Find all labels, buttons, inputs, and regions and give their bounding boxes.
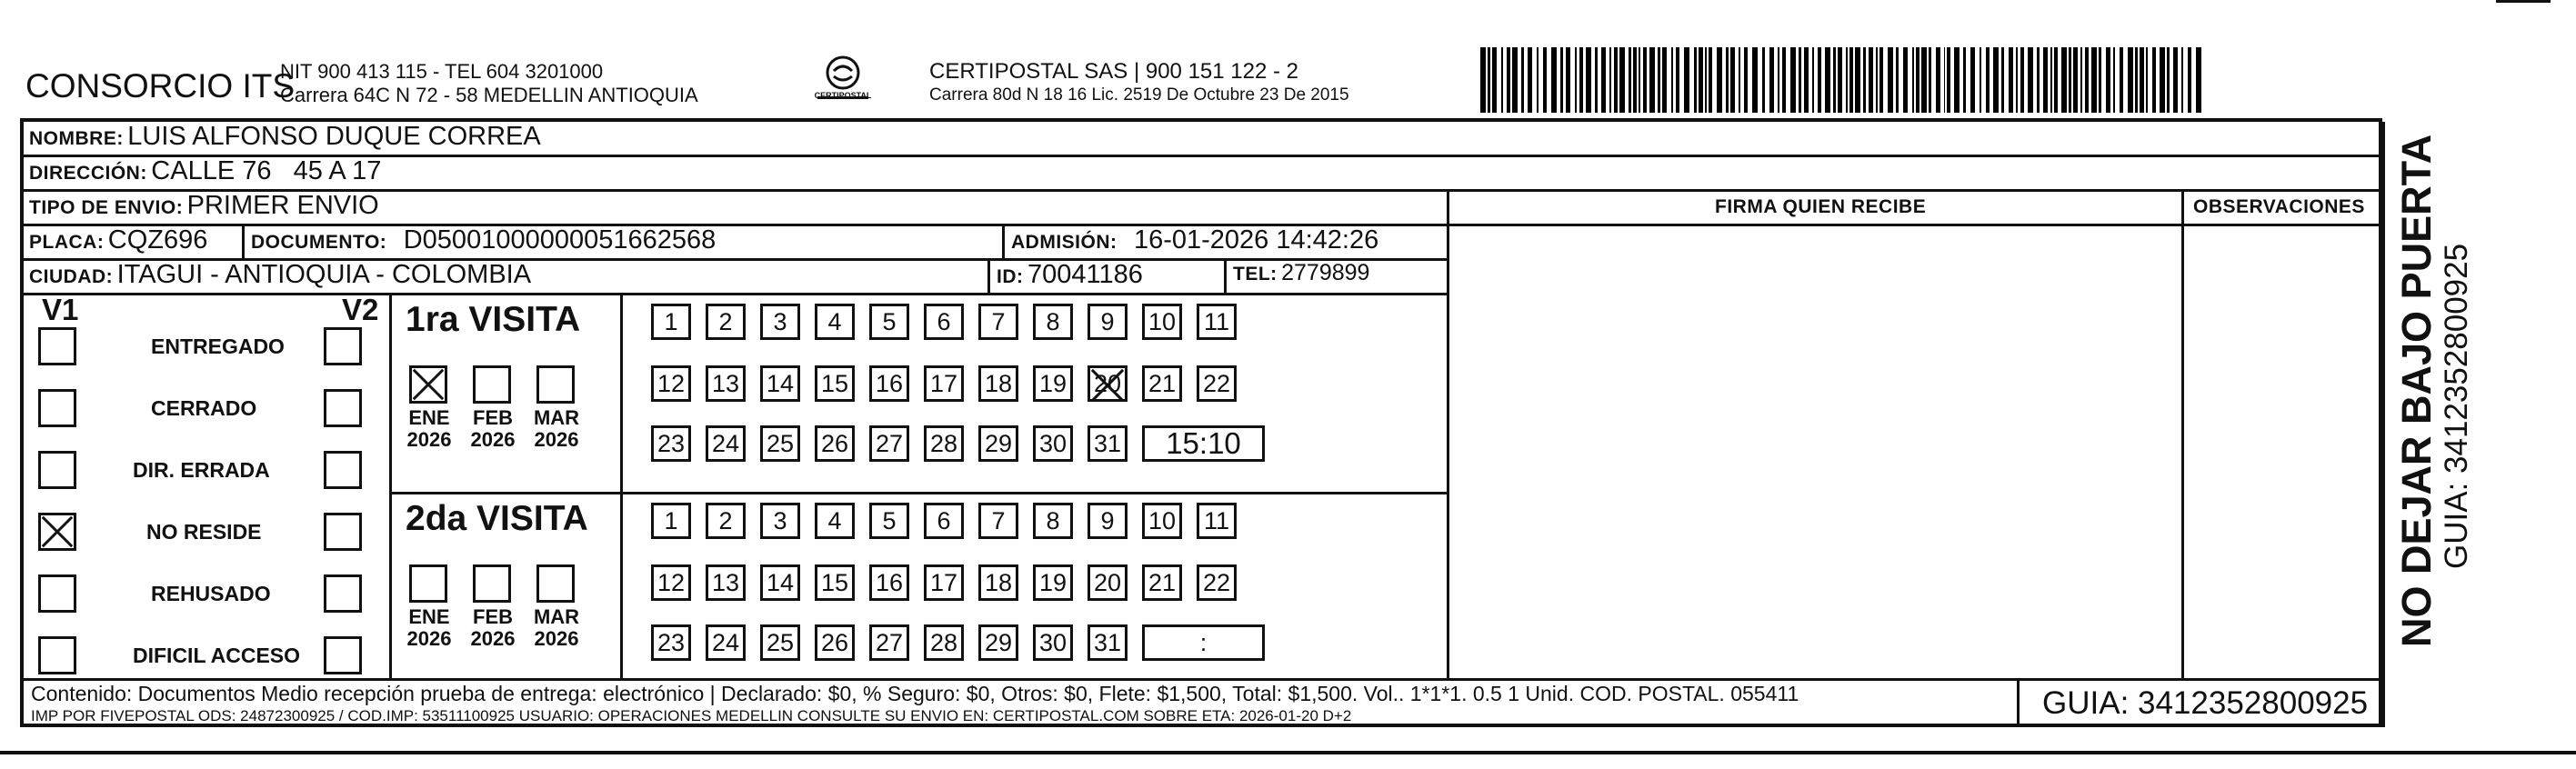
nombre-field	[29, 122, 541, 152]
month-label	[464, 407, 522, 451]
month-name: FEB	[473, 605, 513, 628]
barcode-bar	[1769, 47, 1774, 113]
barcode-bar	[1480, 47, 1486, 113]
day-box[interactable]: 13	[706, 365, 746, 402]
barcode-bar	[1512, 47, 1518, 113]
month-year: 2026	[470, 627, 516, 650]
second-visit-title: 2da VISITA	[406, 499, 588, 538]
col-divider	[1002, 224, 1005, 258]
row-divider	[24, 293, 1447, 295]
barcode-bar	[2099, 47, 2101, 113]
tipo-envio-field	[29, 191, 379, 221]
day-box[interactable]: 4	[815, 503, 855, 539]
barcode-bar	[1833, 47, 1836, 113]
barcode-bar	[2196, 47, 2201, 113]
barcode-bar	[1501, 47, 1503, 113]
month-checkbox[interactable]	[536, 564, 575, 603]
barcode-bar	[2106, 47, 2110, 113]
footer-content: Contenido: Documentos Medio recepción prueba de entrega: electrónico | Declarado: $0, % Seguro: $0, Otros: $0, Flete: $1,500, Total: $1,500. Vol.. 1*1*1. 0.5 1 Unid. COD. POSTAL. 055411	[31, 682, 1799, 705]
v2-checkbox-entregado[interactable]	[324, 327, 362, 365]
documento-label: DOCUMENTO:	[251, 232, 387, 253]
barcode-bar	[1825, 47, 1830, 113]
barcode-bar	[1614, 47, 1618, 113]
barcode-bar	[1986, 47, 1990, 113]
day-box[interactable]: 8	[1033, 304, 1073, 340]
firma-header: FIRMA QUIEN RECIBE	[1715, 196, 1927, 217]
day-box[interactable]: 20	[1088, 564, 1128, 601]
day-box[interactable]: 19	[1033, 365, 1073, 402]
col-divider	[620, 293, 623, 678]
day-box[interactable]: 26	[815, 425, 855, 462]
tel-field	[1233, 260, 1369, 286]
status-label: DIFICIL ACCESO	[133, 644, 301, 667]
col-divider	[2017, 678, 2020, 727]
barcode-bar	[2050, 47, 2052, 113]
barcode-bar	[1888, 47, 1893, 113]
month-name: FEB	[473, 406, 513, 429]
barcode-bar	[1790, 47, 1796, 113]
v2-header: V2	[342, 293, 379, 326]
day-box[interactable]: 2	[706, 304, 746, 340]
month-checkbox[interactable]	[473, 365, 511, 404]
barcode-bar	[1643, 47, 1647, 113]
day-box[interactable]: 27	[869, 624, 909, 661]
barcode-bar	[1658, 47, 1660, 113]
v2-checkbox-dir-errada[interactable]	[324, 451, 362, 489]
barcode-bar	[1812, 47, 1814, 113]
barcode-bar	[1912, 47, 1914, 113]
side-warning: NO DEJAR BAJO PUERTA	[2393, 134, 2440, 647]
barcode-bar	[1629, 47, 1631, 113]
barcode-bar	[1846, 47, 1848, 113]
day-box[interactable]: 25	[760, 624, 800, 661]
barcode-bar	[1705, 47, 1707, 113]
v1-checkbox-rehusado[interactable]	[38, 574, 76, 613]
barcode-bar	[1876, 47, 1878, 113]
barcode-bar	[1903, 47, 1908, 113]
month-checkbox[interactable]	[473, 564, 511, 603]
day-box[interactable]: 30	[1033, 425, 1073, 462]
carrier-info	[929, 60, 1349, 107]
ciudad-label: CIUDAD:	[29, 266, 114, 287]
day-box[interactable]: 29	[978, 624, 1018, 661]
bottom-rule	[0, 751, 2576, 754]
day-box[interactable]: 19	[1033, 564, 1073, 601]
day-box[interactable]: 6	[924, 304, 964, 340]
day-box[interactable]: 30	[1033, 624, 1073, 661]
documento-field	[251, 225, 716, 255]
barcode-bar	[1752, 47, 1758, 113]
direccion-field	[29, 156, 381, 186]
day-box[interactable]: 20	[1088, 365, 1128, 402]
barcode-bar	[1492, 47, 1497, 113]
month-name: ENE	[408, 605, 450, 628]
day-box[interactable]: 11	[1197, 503, 1237, 539]
barcode-bar	[1726, 47, 1729, 113]
barcode-bar	[1804, 47, 1809, 113]
barcode-bar	[1916, 47, 1919, 113]
day-box[interactable]: 31	[1088, 624, 1128, 661]
day-box[interactable]: 12	[651, 564, 691, 601]
barcode-bar	[1849, 47, 1853, 113]
month-year: 2026	[406, 428, 452, 451]
placa-value: CQZ696	[107, 225, 208, 255]
barcode-bar	[1954, 47, 1960, 113]
month-year: 2026	[534, 428, 579, 451]
barcode-bar	[1762, 47, 1765, 113]
day-box[interactable]: 24	[706, 425, 746, 462]
day-box[interactable]: 28	[924, 425, 964, 462]
tel-label: TEL:	[1233, 264, 1278, 285]
barcode-bar	[1575, 47, 1577, 113]
barcode-bar	[1699, 47, 1703, 113]
day-box[interactable]: 5	[869, 304, 909, 340]
barcode	[1480, 47, 2206, 113]
documento-value: D05001000000051662568	[403, 225, 717, 255]
direccion-label: DIRECCIÓN:	[29, 163, 147, 184]
barcode-bar	[1970, 47, 1975, 113]
barcode-bar	[2181, 47, 2183, 113]
barcode-bar	[2043, 47, 2048, 113]
barcode-bar	[1601, 47, 1606, 113]
barcode-bar	[1855, 47, 1860, 113]
day-box[interactable]: 13	[706, 564, 746, 601]
carrier-logo-text: CERTIPOSTAL	[814, 91, 872, 100]
barcode-bar	[2140, 47, 2144, 113]
day-box[interactable]: 9	[1088, 304, 1128, 340]
day-box[interactable]: 24	[706, 624, 746, 661]
barcode-bar	[2073, 47, 2078, 113]
barcode-bar	[1730, 47, 1735, 113]
col-divider	[2382, 122, 2385, 727]
barcode-bar	[1778, 47, 1779, 113]
barcode-bar	[2167, 47, 2170, 113]
day-box[interactable]: 8	[1033, 503, 1073, 539]
day-box[interactable]: 29	[978, 425, 1018, 462]
day-box[interactable]: 3	[760, 304, 800, 340]
barcode-bar	[2009, 47, 2013, 113]
barcode-bar	[1896, 47, 1899, 113]
barcode-bar	[2061, 47, 2067, 113]
day-box[interactable]: 17	[924, 365, 964, 402]
barcode-bar	[2128, 47, 2133, 113]
month-label	[400, 407, 458, 451]
footer-guia: GUIA: 3412352800925	[2042, 685, 2369, 721]
day-box[interactable]: 18	[978, 365, 1018, 402]
ciudad-field	[29, 260, 531, 290]
barcode-bar	[2146, 47, 2148, 113]
status-label: NO RESIDE	[146, 520, 262, 544]
day-box[interactable]: 4	[815, 304, 855, 340]
day-box[interactable]: 23	[651, 425, 691, 462]
carrier-address: Carrera 80d N 18 16 Lic. 2519 De Octubre 23 De 2015	[929, 85, 1349, 105]
observaciones-header: OBSERVACIONES	[2193, 196, 2365, 217]
id-value: 70041186	[1027, 260, 1143, 289]
day-box[interactable]: 15	[815, 564, 855, 601]
tipo-envio-label: TIPO DE ENVIO:	[29, 197, 184, 218]
day-box[interactable]: 10	[1142, 503, 1182, 539]
day-box[interactable]: 7	[978, 304, 1018, 340]
v1-checkbox-no-reside[interactable]	[38, 513, 76, 551]
day-box[interactable]: 27	[869, 425, 909, 462]
company-name: CONSORCIO ITS	[25, 67, 296, 105]
barcode-bar	[1560, 47, 1563, 113]
day-box[interactable]: 2	[706, 503, 746, 539]
barcode-bar	[2016, 47, 2018, 113]
barcode-bar	[1936, 47, 1940, 113]
placa-label: PLACA:	[29, 232, 105, 253]
visit-time-box[interactable]: 15:10	[1142, 425, 1265, 462]
day-box[interactable]: 15	[815, 365, 855, 402]
col-divider	[1224, 258, 1227, 293]
day-box[interactable]: 7	[978, 503, 1018, 539]
ciudad-value: ITAGUI - ANTIOQUIA - COLOMBIA	[116, 260, 532, 289]
day-box[interactable]: 6	[924, 503, 964, 539]
v2-checkbox-cerrado[interactable]	[324, 389, 362, 427]
barcode-bar	[2085, 47, 2089, 113]
nombre-value: LUIS ALFONSO DUQUE CORREA	[127, 122, 541, 151]
barcode-bar	[1709, 47, 1712, 113]
day-box[interactable]: 3	[760, 503, 800, 539]
nombre-label: NOMBRE:	[29, 128, 124, 149]
status-label: CERRADO	[151, 396, 257, 420]
day-box[interactable]: 28	[924, 624, 964, 661]
barcode-bar	[1818, 47, 1821, 113]
barcode-bar	[1799, 47, 1801, 113]
barcode-bar	[2188, 47, 2191, 113]
day-box[interactable]: 1	[651, 304, 691, 340]
barcode-bar	[1507, 47, 1510, 113]
col-divider	[2181, 189, 2184, 678]
barcode-bar	[1694, 47, 1697, 113]
barcode-bar	[1863, 47, 1866, 113]
v1-checkbox-dificil-acceso[interactable]	[38, 636, 76, 674]
day-box[interactable]: 16	[869, 564, 909, 601]
v2-checkbox-no-reside[interactable]	[324, 513, 362, 551]
barcode-bar	[1633, 47, 1638, 113]
col-divider	[1447, 189, 1449, 678]
barcode-bar	[2120, 47, 2123, 113]
admision-label: ADMISIÓN:	[1011, 232, 1118, 253]
barcode-bar	[1838, 47, 1842, 113]
barcode-bar	[2001, 47, 2004, 113]
v1-checkbox-cerrado[interactable]	[38, 389, 76, 427]
barcode-bar	[2152, 47, 2156, 113]
barcode-bar	[1579, 47, 1583, 113]
footer-print-info: IMP POR FIVEPOSTAL ODS: 24872300925 / COD.IMP: 53511100925 USUARIO: OPERACIONES MEDELLIN CONSULTE SU ENVIO EN: CERTIPOSTAL.COM SOBRE ETA: 2026-01-20 D+2	[31, 707, 1352, 724]
day-box[interactable]: 11	[1197, 304, 1237, 340]
barcode-bar	[1993, 47, 1999, 113]
direccion-value: CALLE 76 45 A 17	[151, 156, 382, 185]
day-box[interactable]: 14	[760, 365, 800, 402]
month-checkbox[interactable]	[536, 365, 575, 404]
day-box[interactable]: 25	[760, 425, 800, 462]
day-box[interactable]: 12	[651, 365, 691, 402]
v2-checkbox-dificil-acceso[interactable]	[324, 636, 362, 674]
day-box[interactable]: 17	[924, 564, 964, 601]
day-box[interactable]: 22	[1197, 564, 1237, 601]
month-label	[400, 606, 458, 650]
barcode-bar	[1744, 47, 1748, 113]
barcode-bar	[1947, 47, 1950, 113]
admision-value: 16-01-2026 14:42:26	[1133, 225, 1379, 255]
barcode-bar	[1980, 47, 1981, 113]
month-checkbox[interactable]	[409, 564, 447, 603]
barcode-bar	[1869, 47, 1873, 113]
v1-checkbox-dir-errada[interactable]	[38, 451, 76, 489]
barcode-bar	[1619, 47, 1625, 113]
day-box[interactable]: 5	[869, 503, 909, 539]
col-divider	[389, 293, 392, 678]
shipping-label-form	[20, 118, 2382, 727]
barcode-bar	[2028, 47, 2033, 113]
barcode-bar	[1676, 47, 1679, 113]
carrier-nit: CERTIPOSTAL SAS | 900 151 122 - 2	[929, 59, 1298, 84]
day-box[interactable]: 21	[1142, 365, 1182, 402]
month-year: 2026	[406, 627, 452, 650]
month-label	[464, 606, 522, 650]
day-box[interactable]: 14	[760, 564, 800, 601]
row-divider	[389, 492, 1447, 494]
carrier-logo	[814, 55, 872, 111]
barcode-bar	[2080, 47, 2082, 113]
id-label: ID:	[997, 266, 1024, 287]
id-field	[997, 260, 1143, 290]
day-box[interactable]: 16	[869, 365, 909, 402]
barcode-bar	[1782, 47, 1786, 113]
day-box[interactable]: 22	[1197, 365, 1237, 402]
day-box[interactable]: 23	[651, 624, 691, 661]
barcode-bar	[2091, 47, 2097, 113]
barcode-bar	[1609, 47, 1611, 113]
day-mark	[1090, 368, 1125, 399]
barcode-bar	[1717, 47, 1722, 113]
row-divider	[24, 678, 2382, 681]
barcode-bar	[2135, 47, 2138, 113]
first-visit-title: 1ra VISITA	[406, 300, 581, 339]
corner-mark	[2496, 0, 2551, 3]
company-address: Carrera 64C N 72 - 58 MEDELLIN ANTIOQUIA	[280, 84, 698, 106]
day-box[interactable]: 1	[651, 503, 691, 539]
month-checkbox[interactable]	[409, 365, 447, 404]
col-divider	[242, 224, 245, 258]
admision-field	[1011, 225, 1378, 255]
status-label: ENTREGADO	[151, 335, 285, 358]
barcode-bar	[1528, 47, 1532, 113]
day-box[interactable]: 10	[1142, 304, 1182, 340]
month-label	[527, 407, 586, 451]
barcode-bar	[1662, 47, 1667, 113]
company-info	[280, 60, 698, 107]
barcode-bar	[1543, 47, 1547, 113]
day-box[interactable]: 31	[1088, 425, 1128, 462]
month-label	[527, 606, 586, 650]
barcode-bar	[1586, 47, 1591, 113]
barcode-bar	[1684, 47, 1689, 113]
barcode-bar	[1739, 47, 1740, 113]
barcode-bar	[1929, 47, 1931, 113]
month-year: 2026	[534, 627, 579, 650]
day-box[interactable]: 9	[1088, 503, 1128, 539]
barcode-bar	[1944, 47, 1946, 113]
barcode-bar	[1963, 47, 1966, 113]
side-guia: GUIA: 3412352800925	[2439, 243, 2474, 569]
day-box[interactable]: 21	[1142, 564, 1182, 601]
day-box[interactable]: 18	[978, 564, 1018, 601]
month-name: MAR	[533, 406, 580, 429]
tipo-envio-value: PRIMER ENVIO	[186, 191, 379, 220]
visit-time-box[interactable]: :	[1142, 624, 1265, 661]
status-label: DIR. ERRADA	[133, 458, 270, 482]
barcode-bar	[1521, 47, 1524, 113]
month-year: 2026	[470, 428, 516, 451]
barcode-bar	[2054, 47, 2058, 113]
barcode-bar	[2160, 47, 2165, 113]
barcode-bar	[1649, 47, 1655, 113]
barcode-bar	[1639, 47, 1640, 113]
barcode-bar	[1488, 47, 1490, 113]
barcode-bar	[2113, 47, 2115, 113]
month-name: ENE	[408, 406, 450, 429]
barcode-bar	[2020, 47, 2024, 113]
tel-value: 2779899	[1281, 260, 1370, 285]
barcode-bar	[1566, 47, 1570, 113]
barcode-bar	[1671, 47, 1673, 113]
col-divider	[987, 258, 990, 293]
status-label: REHUSADO	[151, 582, 271, 605]
barcode-bar	[1551, 47, 1557, 113]
v1-header: V1	[42, 293, 79, 326]
barcode-bar	[1879, 47, 1883, 113]
day-box[interactable]: 26	[815, 624, 855, 661]
barcode-bar	[1595, 47, 1598, 113]
barcode-bar	[2037, 47, 2040, 113]
barcode-bar	[2173, 47, 2178, 113]
month-name: MAR	[533, 605, 580, 628]
placa-field	[29, 225, 207, 255]
barcode-bar	[1921, 47, 1927, 113]
barcode-bar	[1537, 47, 1539, 113]
v1-checkbox-entregado[interactable]	[38, 327, 76, 365]
v2-checkbox-rehusado[interactable]	[324, 574, 362, 613]
barcode-bar	[2069, 47, 2071, 113]
company-nit: NIT 900 413 115 - TEL 604 3201000	[280, 60, 604, 83]
